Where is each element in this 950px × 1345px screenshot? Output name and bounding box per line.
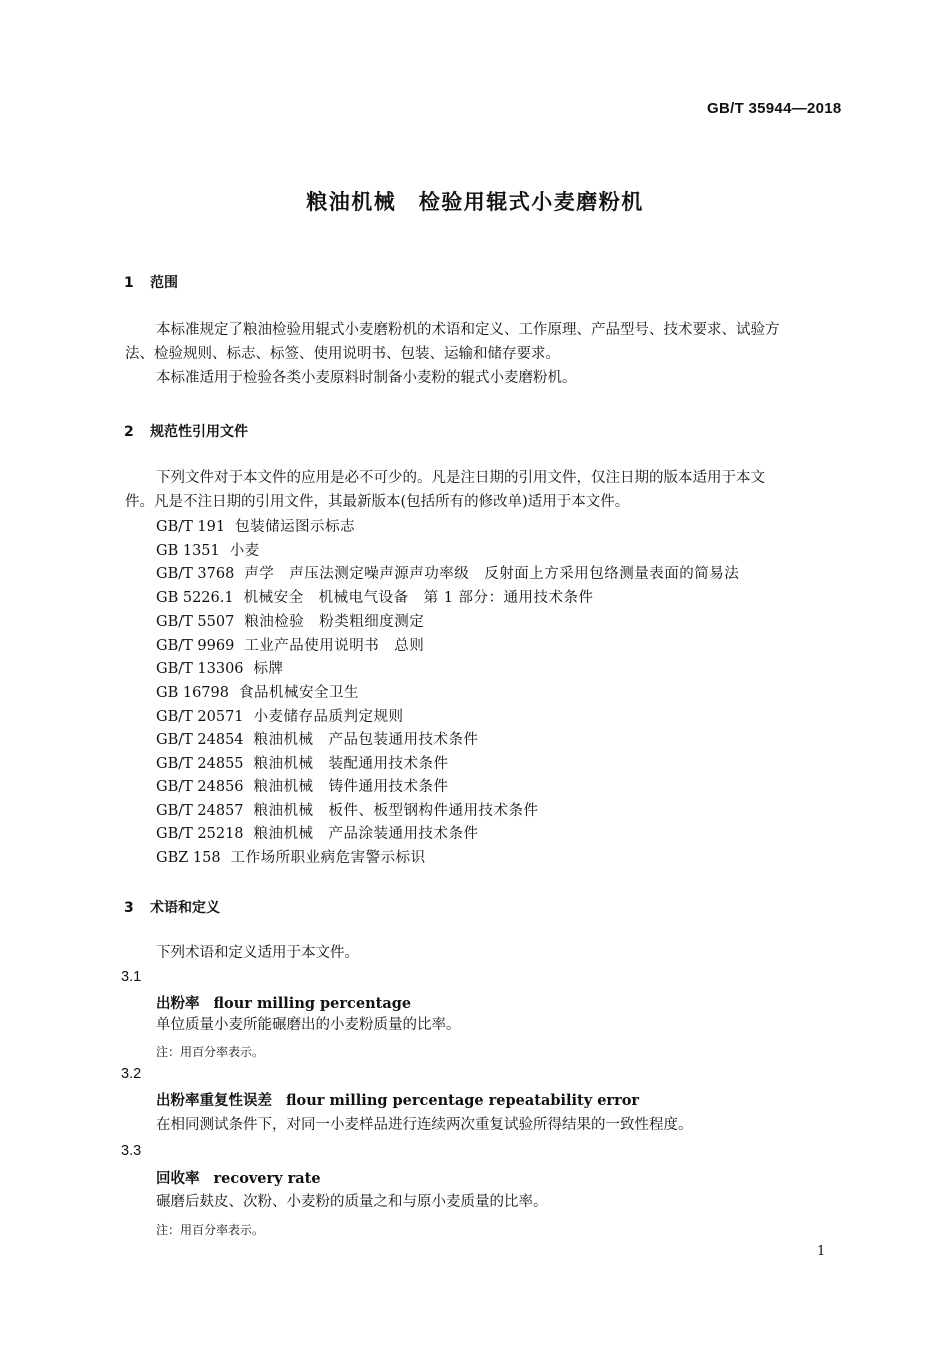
section-number: 3 (124, 900, 134, 916)
reference-item (156, 799, 539, 820)
term-name (156, 1089, 639, 1110)
reference-item (156, 728, 479, 749)
reference-item (156, 515, 355, 536)
reference-item (156, 846, 426, 867)
reference-code: GB/T 191 (156, 519, 226, 535)
reference-title: 小麦 (229, 543, 260, 559)
section-title: 范围 (150, 275, 178, 291)
reference-code: GB/T 24854 (156, 732, 244, 748)
term-number: 3.2 (121, 1066, 142, 1082)
section-2-heading (124, 421, 248, 441)
reference-code: GB 5226.1 (156, 590, 234, 606)
reference-code: GB/T 3768 (156, 566, 235, 582)
reference-item (156, 775, 449, 796)
section-2-intro-line: 下列文件对于本文件的应用是必不可少的。凡是注日期的引用文件，仅注日期的版本适用于本文 (156, 470, 765, 486)
term-number: 3.3 (121, 1143, 142, 1159)
section-number: 2 (124, 424, 134, 440)
reference-title: 机械安全 机械电气设备 第 1 部分：通用技术条件 (243, 590, 594, 606)
reference-title: 粮油机械 产品涂装通用技术条件 (253, 826, 479, 842)
reference-code: GB/T 13306 (156, 661, 244, 677)
reference-code: GB/T 25218 (156, 826, 244, 842)
section-number: 1 (124, 275, 134, 291)
section-1-paragraph-line: 法、检验规则、标志、标签、使用说明书、包装、运输和储存要求。 (125, 346, 560, 362)
reference-item (156, 681, 359, 702)
term-definition: 在相同测试条件下，对同一小麦样品进行连续两次重复试验所得结果的一致性程度。 (156, 1117, 693, 1133)
reference-item (156, 539, 260, 560)
reference-title: 粮油机械 产品包装通用技术条件 (253, 732, 479, 748)
reference-title: 粮油机械 板件、板型钢构件通用技术条件 (253, 803, 539, 819)
reference-item (156, 822, 479, 843)
section-3-intro: 下列术语和定义适用于本文件。 (156, 945, 359, 961)
term-name-en: recovery rate (213, 1170, 321, 1187)
term-name (156, 992, 411, 1013)
document-title: 粮油机械 检验用辊式小麦磨粉机 (306, 190, 644, 214)
reference-code: GB/T 20571 (156, 709, 244, 725)
reference-title: 粮油检验 粉类粗细度测定 (244, 614, 425, 630)
reference-title: 粮油机械 装配通用技术条件 (253, 756, 449, 772)
reference-code: GB 1351 (156, 543, 220, 559)
reference-title: 工业产品使用说明书 总则 (244, 638, 425, 654)
reference-item (156, 657, 284, 678)
reference-title: 食品机械安全卫生 (238, 685, 359, 701)
reference-code: GBZ 158 (156, 850, 221, 866)
term-name-cn: 出粉率重复性误差 (156, 1092, 272, 1109)
reference-code: GB/T 24856 (156, 779, 244, 795)
reference-code: GB/T 9969 (156, 638, 235, 654)
section-3-heading (124, 897, 220, 917)
reference-item (156, 705, 404, 726)
term-definition: 碾磨后麸皮、次粉、小麦粉的质量之和与原小麦质量的比率。 (156, 1194, 548, 1210)
reference-title: 声学 声压法测定噪声源声功率级 反射面上方采用包络测量表面的简易法 (244, 566, 740, 582)
term-note: 注：用百分率表示。 (156, 1223, 265, 1237)
section-title: 规范性引用文件 (150, 424, 248, 440)
section-1-heading (124, 272, 178, 292)
reference-title: 标牌 (253, 661, 284, 677)
term-name-en: flour milling percentage (213, 995, 412, 1012)
standard-code: GB/T 35944—2018 (707, 100, 842, 117)
reference-code: GB/T 24855 (156, 756, 244, 772)
section-title: 术语和定义 (150, 900, 220, 916)
reference-title: 包装储运图示标志 (235, 519, 356, 535)
term-number: 3.1 (121, 969, 142, 985)
reference-item (156, 610, 424, 631)
reference-code: GB 16798 (156, 685, 229, 701)
term-name (156, 1167, 321, 1188)
reference-title: 粮油机械 铸件通用技术条件 (253, 779, 449, 795)
section-1-paragraph: 本标准适用于检验各类小麦原料时制备小麦粉的辊式小麦磨粉机。 (156, 370, 577, 386)
term-name-cn: 出粉率 (156, 995, 200, 1012)
reference-item (156, 586, 594, 607)
section-2-intro-line: 件。凡是不注日期的引用文件，其最新版本(包括所有的修改单)适用于本文件。 (125, 494, 630, 510)
reference-code: GB/T 5507 (156, 614, 235, 630)
section-1-paragraph-line: 本标准规定了粮油检验用辊式小麦磨粉机的术语和定义、工作原理、产品型号、技术要求、试验方 (156, 322, 780, 338)
term-name-cn: 回收率 (156, 1170, 200, 1187)
reference-item (156, 562, 739, 583)
term-definition: 单位质量小麦所能碾磨出的小麦粉质量的比率。 (156, 1017, 461, 1033)
term-note: 注：用百分率表示。 (156, 1045, 265, 1059)
reference-item (156, 634, 424, 655)
reference-title: 工作场所职业病危害警示标识 (230, 850, 426, 866)
reference-title: 小麦储存品质判定规则 (253, 709, 404, 725)
term-name-en: flour milling percentage repeatability error (286, 1092, 640, 1109)
reference-item (156, 752, 449, 773)
page-number: 1 (817, 1244, 826, 1259)
reference-code: GB/T 24857 (156, 803, 244, 819)
